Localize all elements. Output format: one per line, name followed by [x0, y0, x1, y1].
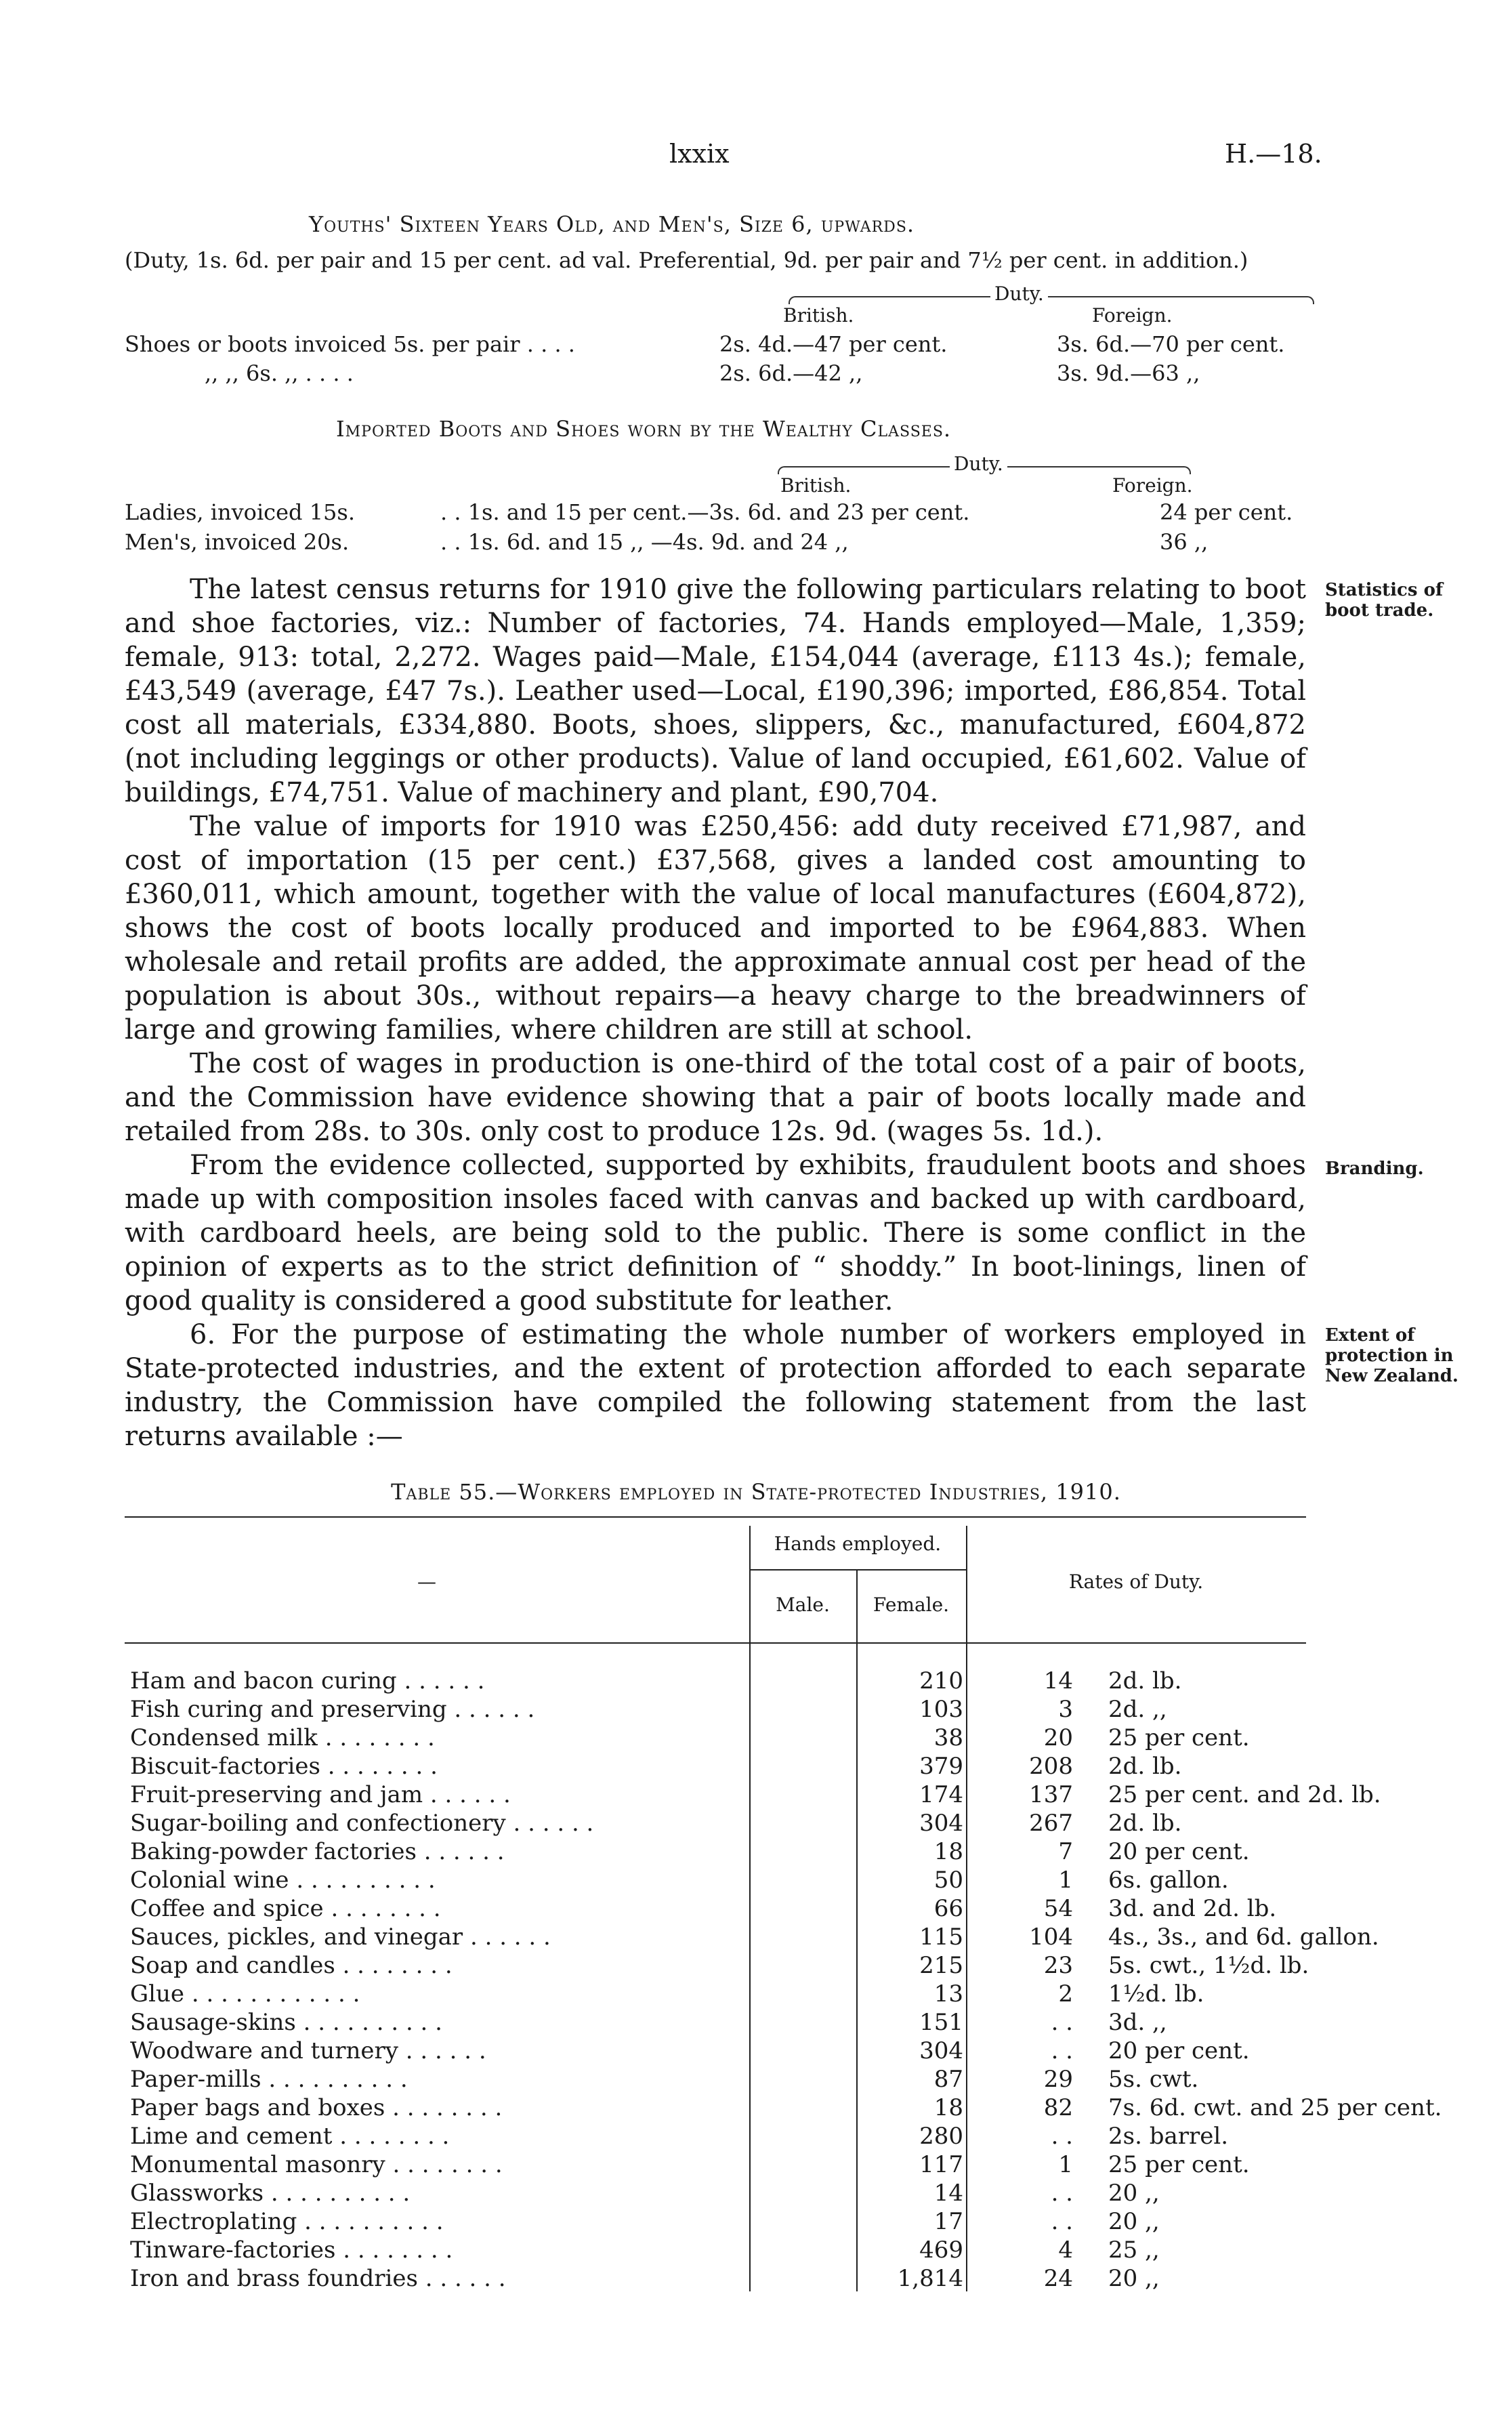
- female-count: 137: [1029, 1781, 1073, 1808]
- industry-name: Woodware and turnery . . . . . .: [130, 2037, 486, 2064]
- industry-name: Paper bags and boxes . . . . . . . .: [130, 2094, 503, 2121]
- duty-rate: 2s. barrel.: [1108, 2123, 1229, 2150]
- industry-name: Glue . . . . . . . . . . . .: [130, 1980, 360, 2008]
- duty-rate: 2d. lb.: [1108, 1667, 1182, 1694]
- table-group-rule: [749, 1569, 966, 1571]
- industry-name: Fish curing and preserving . . . . . .: [130, 1696, 535, 1723]
- stub-header: —: [417, 1571, 436, 1593]
- wealthy-row-british: . . 1s. 6d. and 15 ,, —4s. 9d. and 24 ,,: [440, 529, 849, 555]
- wealthy-row-british: . . 1s. and 15 per cent.—3s. 6d. and 23 per cent.: [440, 499, 970, 525]
- male-count: 38: [933, 1724, 963, 1751]
- female-count: 14: [1043, 1667, 1073, 1694]
- female-count: . .: [1051, 2037, 1073, 2064]
- male-count: 151: [919, 2009, 963, 2036]
- duty-rate: 2d. lb.: [1108, 1810, 1182, 1837]
- page-number: lxxix: [669, 139, 730, 169]
- industry-name: Condensed milk . . . . . . . .: [130, 1724, 435, 1751]
- female-count: 23: [1043, 1952, 1073, 1979]
- industry-name: Ham and bacon curing . . . . . .: [130, 1667, 485, 1694]
- table-row: [125, 2150, 1306, 2179]
- youths-duty-brace: [789, 296, 1314, 304]
- rates-header: Rates of Duty.: [1068, 1571, 1204, 1593]
- table-header-bottom-rule: [125, 1642, 1306, 1644]
- male-count: 18: [933, 2094, 963, 2121]
- industry-name: Sausage-skins . . . . . . . . . .: [130, 2009, 442, 2036]
- table-row: [125, 2008, 1306, 2037]
- female-count: 267: [1029, 1810, 1073, 1837]
- table-row: [125, 1781, 1381, 1809]
- industry-name: Glassworks . . . . . . . . . .: [130, 2180, 411, 2207]
- youths-row-item: Shoes or boots invoiced 5s. per pair . . . .: [125, 331, 575, 357]
- male-count: 50: [933, 1867, 963, 1894]
- duty-rate: 25 per cent. and 2d. lb.: [1108, 1781, 1381, 1808]
- table-row: [125, 1894, 1306, 1923]
- duty-rate: 20 ,,: [1108, 2208, 1160, 2235]
- table-row: [125, 1695, 1306, 1724]
- youths-row-foreign: 3s. 6d.—70 per cent.: [1057, 331, 1285, 357]
- male-count: 103: [919, 1696, 963, 1723]
- table-row: [125, 1809, 1306, 1837]
- female-count: 1: [1058, 1867, 1073, 1894]
- youths-duty-label: Duty.: [990, 283, 1048, 305]
- duty-rate: 20 per cent.: [1108, 1838, 1250, 1865]
- female-count: 29: [1043, 2066, 1073, 2093]
- table-row: [125, 1752, 1306, 1781]
- male-count: 379: [919, 1753, 963, 1780]
- duty-rate: 2d. lb.: [1108, 1753, 1182, 1780]
- side-note-statistics: Statistics of boot trade.: [1325, 580, 1444, 621]
- male-count: 17: [933, 2208, 963, 2235]
- duty-rate: 5s. cwt.: [1108, 2066, 1199, 2093]
- male-count: 18: [933, 1838, 963, 1865]
- female-header: Female.: [873, 1594, 950, 1616]
- youths-row-foreign: 3s. 9d.—63 ,,: [1057, 360, 1200, 386]
- duty-rate: 25 per cent.: [1108, 2151, 1250, 2178]
- female-count: 3: [1058, 1696, 1073, 1723]
- duty-rate: 4s., 3s., and 6d. gallon.: [1108, 1923, 1379, 1951]
- industry-name: Coffee and spice . . . . . . . .: [130, 1895, 441, 1922]
- wealthy-row-item: Ladies, invoiced 15s.: [125, 499, 355, 525]
- wealthy-british-label: British.: [780, 474, 852, 497]
- body-text: [125, 573, 1306, 1453]
- duty-rate: 3d. and 2d. lb.: [1108, 1895, 1277, 1922]
- table-row: [125, 1980, 1306, 2008]
- paragraph-census: The latest census returns for 1910 give the following particulars relating to boot and shoe factories, viz.: Number of factories, 74. Hands employed—Male, 1,359; female, 913: total, 2,272. Wages paid—Male, £154,044 (average, £113 4s.); female, £43,549 (average, £47 7s.). Leather used—Local, £190,396; imported, £86,854. Total cost all materials, £334,880. Boots, shoes, slippers, &c., manufactured, £604,872 (not including leggings or other products). Value of land occupied, £61,602. Value of buildings, £74,751. Value of machinery and plant, £90,704.: [125, 574, 1306, 808]
- industry-name: Paper-mills . . . . . . . . . .: [130, 2066, 408, 2093]
- industry-name: Electroplating . . . . . . . . . .: [130, 2208, 444, 2235]
- industry-name: Sugar-boiling and confectionery . . . . . .: [130, 1810, 594, 1837]
- paragraph-imports: The value of imports for 1910 was £250,456: add duty received £71,987, and cost of importation (15 per cent.) £37,568, gives a landed cost amounting to £360,011, which amount, together with the value of local manufactures (£604,872), shows the cost of boots locally produced and imported to be £964,883. When wholesale and retail profits are added, the approximate annual cost per head of the population is about 30s., without repairs—a heavy charge to the breadwinners of large and growing families, where children are still at school.: [125, 811, 1306, 1045]
- table-top-rule: [125, 1516, 1306, 1518]
- table-row: [125, 2264, 1306, 2293]
- female-count: 54: [1043, 1895, 1073, 1922]
- wealthy-row-foreign: 24 per cent.: [1160, 499, 1293, 525]
- male-count: 210: [919, 1667, 963, 1694]
- male-count: 1,814: [897, 2265, 963, 2292]
- female-count: 20: [1043, 1724, 1073, 1751]
- table-row: [125, 1951, 1309, 1980]
- side-note-branding: Branding.: [1325, 1159, 1424, 1179]
- male-count: 66: [933, 1895, 963, 1922]
- wealthy-section-title: Imported Boots and Shoes worn by the Wealthy Classes.: [336, 416, 952, 442]
- female-count: 208: [1029, 1753, 1073, 1780]
- table-title: Table 55.—Workers employed in State-protected Industries, 1910.: [391, 1479, 1121, 1505]
- male-count: 280: [919, 2123, 963, 2150]
- youths-row-item: ,, ,, 6s. ,, . . . .: [205, 360, 354, 386]
- duty-rate: 20 ,,: [1108, 2180, 1160, 2207]
- wealthy-row-item: Men's, invoiced 20s.: [125, 529, 350, 555]
- male-count: 115: [919, 1923, 963, 1951]
- female-count: . .: [1051, 2208, 1073, 2235]
- wealthy-duty-label: Duty.: [950, 453, 1007, 475]
- wealthy-row-foreign: 36 ,,: [1160, 529, 1209, 555]
- female-count: . .: [1051, 2180, 1073, 2207]
- male-count: 87: [933, 2066, 963, 2093]
- youths-british-label: British.: [783, 304, 854, 327]
- female-count: 1: [1058, 2151, 1073, 2178]
- duty-rate: 2d. ,,: [1108, 1696, 1167, 1723]
- duty-rate: 1½d. lb.: [1108, 1980, 1204, 2008]
- male-header: Male.: [776, 1594, 830, 1616]
- industry-name: Fruit-preserving and jam . . . . . .: [130, 1781, 511, 1808]
- document-reference: H.—18.: [1225, 139, 1322, 169]
- male-count: 174: [919, 1781, 963, 1808]
- duty-rate: 25 ,,: [1108, 2237, 1160, 2264]
- wealthy-foreign-label: Foreign.: [1112, 474, 1193, 497]
- youths-foreign-label: Foreign.: [1092, 304, 1173, 327]
- industry-name: Baking-powder factories . . . . . .: [130, 1838, 505, 1865]
- male-count: 13: [933, 1980, 963, 2008]
- youths-section-title: Youths' Sixteen Years Old, and Men's, Size 6, upwards.: [309, 211, 915, 237]
- female-count: 104: [1029, 1923, 1073, 1951]
- table-row: [125, 1724, 1306, 1752]
- paragraph-protection: 6. For the purpose of estimating the whole number of workers employed in State-protected industries, and the extent of protection afforded to each separate industry, the Commission have compiled the following statement from the last returns available :—: [125, 1319, 1306, 1452]
- male-count: 304: [919, 2037, 963, 2064]
- table-row: [125, 1923, 1379, 1951]
- male-count: 469: [919, 2237, 963, 2264]
- industry-name: Sauces, pickles, and vinegar . . . . . .: [130, 1923, 551, 1951]
- male-count: 117: [919, 2151, 963, 2178]
- table-row: [125, 1837, 1306, 1866]
- table-row: [125, 2236, 1306, 2264]
- male-count: 215: [919, 1952, 963, 1979]
- table-row: [125, 2065, 1306, 2094]
- paragraph-branding: From the evidence collected, supported by exhibits, fraudulent boots and shoes made up with composition insoles faced with canvas and backed up with cardboard, with cardboard heels, are being sold to the public. There is some conflict in the opinion of experts as to the strict definition of “ shoddy.” In boot-linings, linen of good quality is considered a good substitute for leather.: [125, 1150, 1306, 1316]
- table-row: [125, 2037, 1306, 2065]
- industry-name: Lime and cement . . . . . . . .: [130, 2123, 450, 2150]
- industry-name: Biscuit-factories . . . . . . . .: [130, 1753, 438, 1780]
- duty-rate: 20 ,,: [1108, 2265, 1160, 2292]
- duty-rate: 5s. cwt., 1½d. lb.: [1108, 1952, 1309, 1979]
- industry-name: Monumental masonry . . . . . . . .: [130, 2151, 503, 2178]
- female-count: 2: [1058, 1980, 1073, 2008]
- male-count: 14: [933, 2180, 963, 2207]
- table-row: [125, 2207, 1306, 2236]
- table-row: [125, 2179, 1306, 2207]
- female-count: 7: [1058, 1838, 1073, 1865]
- youths-row-british: 2s. 4d.—47 per cent.: [719, 331, 948, 357]
- industry-name: Iron and brass foundries . . . . . .: [130, 2265, 506, 2292]
- duty-rate: 20 per cent.: [1108, 2037, 1250, 2064]
- duty-rate: 7s. 6d. cwt. and 25 per cent.: [1108, 2094, 1442, 2121]
- male-count: 304: [919, 1810, 963, 1837]
- duty-rate: 25 per cent.: [1108, 1724, 1250, 1751]
- hands-employed-header: Hands employed.: [774, 1533, 942, 1555]
- industry-name: Soap and candles . . . . . . . .: [130, 1952, 453, 1979]
- industry-name: Colonial wine . . . . . . . . . .: [130, 1867, 436, 1894]
- youths-duty-note: (Duty, 1s. 6d. per pair and 15 per cent. ad val. Preferential, 9d. per pair and 7½ per cent. in addition.): [125, 247, 1248, 273]
- female-count: 4: [1058, 2237, 1073, 2264]
- table-row: [125, 1667, 1306, 1695]
- table-row: [125, 1866, 1306, 1894]
- duty-rate: 3d. ,,: [1108, 2009, 1167, 2036]
- paragraph-wages: The cost of wages in production is one-third of the total cost of a pair of boots, and the Commission have evidence showing that a pair of boots locally made and retailed from 28s. to 30s. only cost to produce 12s. 9d. (wages 5s. 1d.).: [125, 1048, 1306, 1147]
- female-count: 24: [1043, 2265, 1073, 2292]
- female-count: 82: [1043, 2094, 1073, 2121]
- youths-row-british: 2s. 6d.—42 ,,: [719, 360, 863, 386]
- table-row: [125, 2122, 1306, 2150]
- table-row: [125, 2094, 1442, 2122]
- side-note-extent: Extent of protection in New Zealand.: [1325, 1325, 1458, 1386]
- duty-rate: 6s. gallon.: [1108, 1867, 1229, 1894]
- female-count: . .: [1051, 2009, 1073, 2036]
- industry-name: Tinware-factories . . . . . . . .: [130, 2237, 453, 2264]
- female-count: . .: [1051, 2123, 1073, 2150]
